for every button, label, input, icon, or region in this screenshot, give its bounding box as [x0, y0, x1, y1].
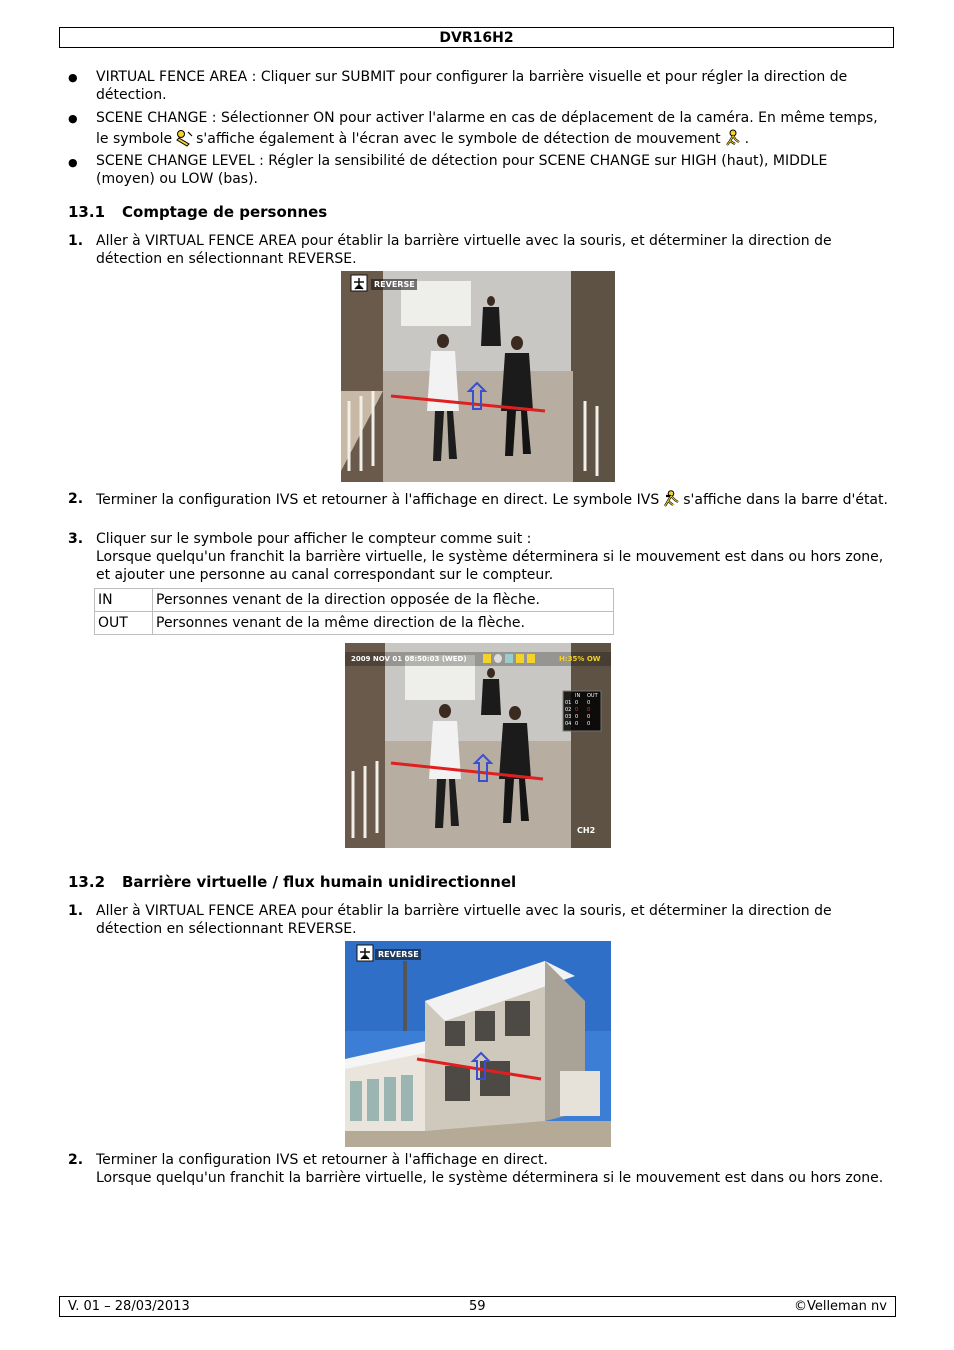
- step-text: Lorsque quelqu'un franchit la barrière virtuelle, le système déterminera si le mouvement est dans ou hors zone, et ajouter une personne au canal correspondant sur le compteur.: [96, 549, 884, 583]
- scene-change-icon: [516, 654, 524, 663]
- bullet-marker: ●: [68, 112, 78, 125]
- step-number: 3.: [68, 531, 84, 547]
- camera-image-reverse-1: [341, 271, 615, 482]
- network-icon: [494, 654, 502, 663]
- page-footer: [59, 1296, 896, 1317]
- bullet-marker: ●: [68, 156, 78, 169]
- step-text: Lorsque quelqu'un franchit la barrière virtuelle, le système déterminera si le mouvement est dans ou hors zone.: [96, 1170, 884, 1186]
- table-row: [95, 589, 614, 612]
- counter-row: 01 0 0: [565, 700, 591, 706]
- step-number: 1.: [68, 903, 84, 919]
- table-desc: Personnes venant de la direction opposée de la flèche.: [153, 589, 614, 612]
- table-key: IN: [95, 589, 153, 612]
- footer-version: V. 01 – 28/03/2013: [68, 1299, 190, 1314]
- bullet-scene-change: SCENE CHANGE : Sélectionner ON pour activer l'alarme en cas de déplacement de la caméra. En même temps, le symbole s'affiche également à l'écran avec le symbole de détection de mouvement .: [96, 110, 878, 147]
- step-text: Terminer la configuration IVS et retourner à l'affichage en direct.: [96, 1152, 548, 1168]
- hdd-status: H:35% OW: [559, 655, 601, 663]
- counter-row: 02 0 0: [565, 707, 591, 713]
- step-text: Terminer la configuration IVS et retourner à l'affichage en direct. Le symbole IVS s'affiche dans la barre d'état.: [96, 492, 888, 508]
- step-number: 1.: [68, 233, 84, 249]
- page-header: DVR16H2: [59, 27, 894, 48]
- camera-scene: [345, 643, 611, 848]
- counter-panel: [565, 693, 601, 728]
- camera-image-reverse-2: [345, 941, 611, 1147]
- motion-detection-icon: [724, 129, 742, 147]
- footer-page-number: 59: [469, 1299, 486, 1314]
- house-scene: [345, 941, 611, 1147]
- lock-icon: [483, 654, 491, 663]
- search-icon: [505, 654, 513, 663]
- step-text: Aller à VIRTUAL FENCE AREA pour établir la barrière virtuelle avec la souris, et déterminer la direction de détection en sélectionnant REVERSE.: [96, 233, 832, 267]
- table-desc: Personnes venant de la même direction de la flèche.: [153, 612, 614, 635]
- step-text: Cliquer sur le symbole pour afficher le compteur comme suit :: [96, 531, 532, 547]
- reverse-label: REVERSE: [378, 950, 419, 959]
- status-icons: [483, 654, 537, 664]
- counter-header: [565, 693, 601, 700]
- counter-row: 03 0 0: [565, 714, 591, 720]
- table-key: OUT: [95, 612, 153, 635]
- step-text: Aller à VIRTUAL FENCE AREA pour établir la barrière virtuelle avec la souris, et déterminer la direction de détection en sélectionnant REVERSE.: [96, 903, 832, 937]
- counter-out-header: OUT: [587, 693, 598, 699]
- in-out-table: [94, 588, 614, 635]
- section-heading-13-1: 13.1 Comptage de personnes: [68, 203, 328, 221]
- bullet-scene-change-level: SCENE CHANGE LEVEL : Régler la sensibilité de détection pour SCENE CHANGE sur HIGH (haut), MIDDLE (moyen) ou LOW (bas).: [96, 153, 828, 187]
- camera-scene: [341, 271, 615, 482]
- step-number: 2.: [68, 1152, 84, 1168]
- counter-row: 04 0 0: [565, 721, 591, 727]
- table-row: [95, 612, 614, 635]
- step-number: 2.: [68, 491, 84, 507]
- reverse-label: REVERSE: [374, 280, 415, 289]
- status-bar-datetime: 2009 NOV 01 08:50:03 (WED): [351, 655, 467, 663]
- ivs-icon: [662, 490, 680, 508]
- camera-image-counter: [345, 643, 611, 848]
- ivs-icon[interactable]: [527, 654, 535, 663]
- bullet-virtual-fence: VIRTUAL FENCE AREA : Cliquer sur SUBMIT pour configurer la barrière visuelle et pour régler la direction de détection.: [96, 69, 848, 103]
- channel-label: CH2: [577, 826, 596, 835]
- counter-in-header: IN: [575, 693, 581, 699]
- bullet-marker: ●: [68, 71, 78, 84]
- scene-change-icon: [175, 129, 193, 147]
- section-heading-13-2: 13.2 Barrière virtuelle / flux humain unidirectionnel: [68, 873, 517, 891]
- footer-company: ©Velleman nv: [793, 1299, 887, 1314]
